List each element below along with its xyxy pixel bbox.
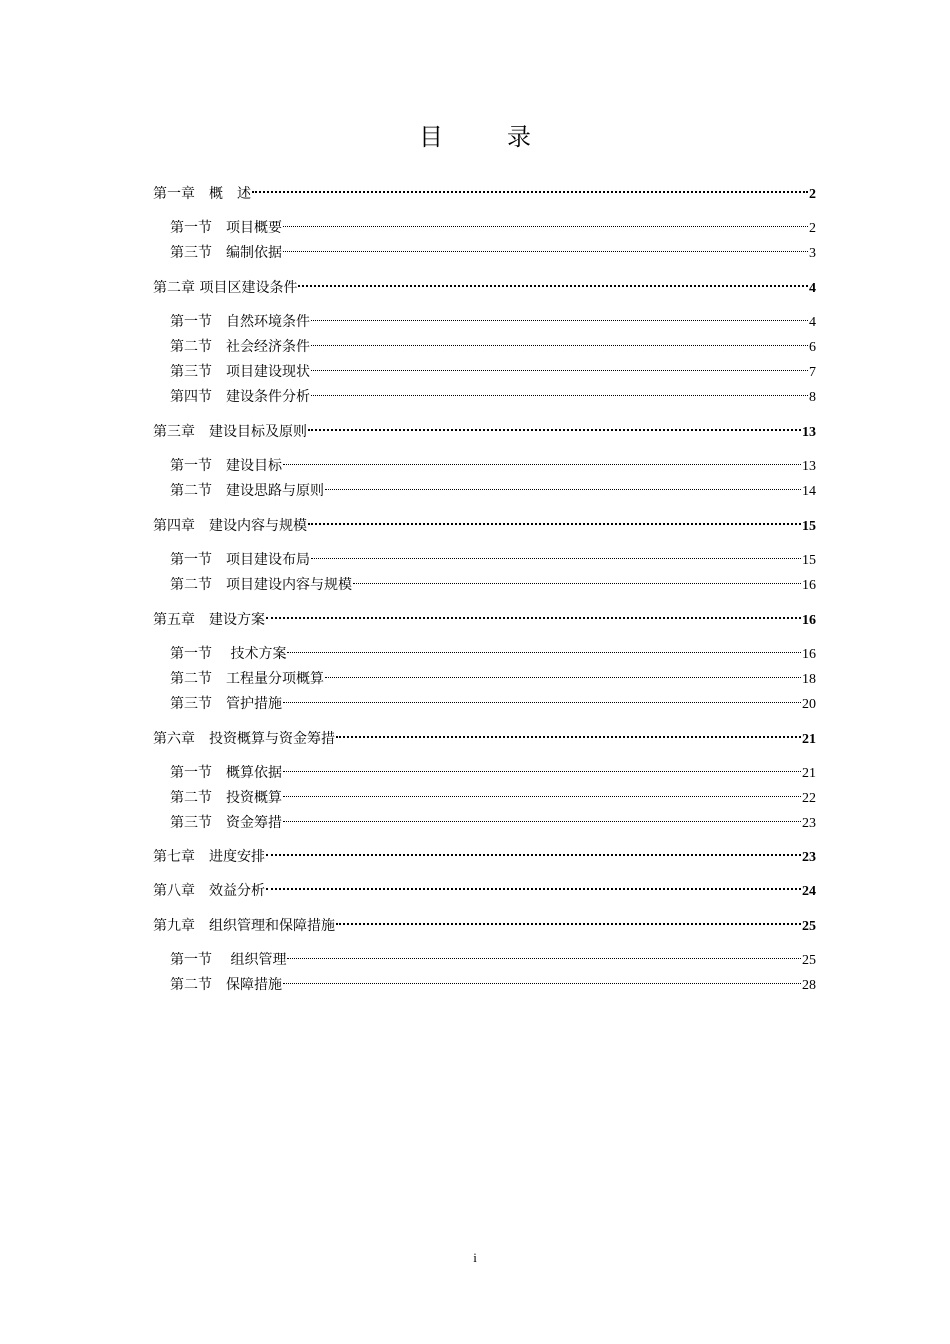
toc-page-number: 21 <box>802 732 816 747</box>
toc-dot-leader <box>287 944 801 964</box>
toc-page-number: 13 <box>802 459 816 474</box>
toc-entry-section[interactable] <box>170 663 816 687</box>
page-title-char-1: 目 <box>419 123 443 151</box>
toc-entry-section[interactable] <box>170 569 816 593</box>
toc-entry-label: 第三章 建设目标及原则 <box>153 424 307 440</box>
toc-dot-leader <box>283 212 808 232</box>
toc-dot-leader <box>353 569 801 589</box>
toc-entry-label: 第二节 项目建设内容与规模 <box>170 577 352 593</box>
toc-dot-leader <box>283 782 801 802</box>
toc-entry-chapter[interactable] <box>153 910 816 934</box>
page-footer-number: i <box>473 1250 477 1265</box>
toc-entry-chapter[interactable] <box>153 178 816 202</box>
toc-dot-leader <box>266 875 801 895</box>
toc-entry-label: 第八章 效益分析 <box>153 883 265 899</box>
toc-page-number: 15 <box>802 553 816 568</box>
toc-entry-section[interactable] <box>170 544 816 568</box>
toc-entry-label: 第一节 组织管理 <box>170 952 287 968</box>
toc-dot-leader <box>283 688 801 708</box>
toc-entry-section[interactable] <box>170 356 816 380</box>
toc-entry-section[interactable] <box>170 638 816 662</box>
toc-page-number: 20 <box>802 697 816 712</box>
toc-entry-label: 第二章 项目区建设条件 <box>153 280 298 296</box>
toc-page-number: 2 <box>809 187 816 202</box>
toc-dot-leader <box>336 910 801 930</box>
toc-entry-label: 第一节 项目建设布局 <box>170 552 310 568</box>
toc-dot-leader <box>311 331 808 351</box>
toc-entry-chapter[interactable] <box>153 604 816 628</box>
toc-dot-leader <box>336 723 801 743</box>
toc-dot-leader <box>266 841 801 861</box>
toc-page-number: 25 <box>802 919 816 934</box>
toc-entry-section[interactable] <box>170 757 816 781</box>
toc-entry-section[interactable] <box>170 688 816 712</box>
toc-page-number: 16 <box>802 613 816 628</box>
toc-page-number: 23 <box>802 816 816 831</box>
toc-page-number: 16 <box>802 647 816 662</box>
toc-entry-section[interactable] <box>170 807 816 831</box>
toc-entry-section[interactable] <box>170 969 816 993</box>
toc-entry-label: 第一节 自然环境条件 <box>170 314 310 330</box>
toc-dot-leader <box>283 450 801 470</box>
toc-page-number: 13 <box>802 425 816 440</box>
toc-dot-leader <box>308 416 801 436</box>
toc-dot-leader <box>287 638 801 658</box>
toc-dot-leader <box>308 510 801 530</box>
toc-page-number: 24 <box>802 884 816 899</box>
toc-dot-leader <box>283 969 801 989</box>
toc-page-number: 18 <box>802 672 816 687</box>
page-title-char-2: 录 <box>507 123 531 151</box>
toc-entry-label: 第二节 建设思路与原则 <box>170 483 324 499</box>
toc-entry-section[interactable] <box>170 944 816 968</box>
toc-dot-leader <box>311 544 801 564</box>
toc-entry-section[interactable] <box>170 237 816 261</box>
toc-entry-label: 第二节 投资概算 <box>170 790 282 806</box>
toc-entry-label: 第三节 项目建设现状 <box>170 364 310 380</box>
toc-dot-leader <box>311 356 808 376</box>
toc-entry-chapter[interactable] <box>153 510 816 534</box>
toc-entry-section[interactable] <box>170 450 816 474</box>
toc-dot-leader <box>283 757 801 777</box>
toc-page-number: 22 <box>802 791 816 806</box>
toc-page-number: 8 <box>809 390 816 405</box>
toc-dot-leader <box>311 306 808 326</box>
toc-page-number: 3 <box>809 246 816 261</box>
toc-entry-label: 第一章 概 述 <box>153 186 251 202</box>
toc-page-number: 4 <box>809 281 816 296</box>
toc-entry-chapter[interactable] <box>153 723 816 747</box>
toc-dot-leader <box>325 663 801 683</box>
toc-page-number: 4 <box>809 315 816 330</box>
toc-dot-leader <box>311 381 808 401</box>
toc-page-number: 28 <box>802 978 816 993</box>
toc-entry-label: 第四节 建设条件分析 <box>170 389 310 405</box>
toc-entry-label: 第七章 进度安排 <box>153 849 265 865</box>
toc-dot-leader <box>252 178 808 198</box>
toc-entry-section[interactable] <box>170 212 816 236</box>
toc-dot-leader <box>298 272 808 292</box>
toc-entry-label: 第九章 组织管理和保障措施 <box>153 918 335 934</box>
toc-page-number: 6 <box>809 340 816 355</box>
toc-entry-label: 第二节 社会经济条件 <box>170 339 310 355</box>
toc-page-number: 21 <box>802 766 816 781</box>
toc-entry-label: 第二节 保障措施 <box>170 977 282 993</box>
toc-entry-label: 第六章 投资概算与资金筹措 <box>153 731 335 747</box>
toc-dot-leader <box>283 237 808 257</box>
toc-entry-label: 第二节 工程量分项概算 <box>170 671 324 687</box>
toc-entry-label: 第三节 资金筹措 <box>170 815 282 831</box>
toc-entry-section[interactable] <box>170 331 816 355</box>
toc-dot-leader <box>325 475 801 495</box>
toc-entry-chapter[interactable] <box>153 416 816 440</box>
toc-page-number: 14 <box>802 484 816 499</box>
toc-dot-leader <box>283 807 801 827</box>
toc-entry-chapter[interactable] <box>153 875 816 899</box>
toc-entry-chapter[interactable] <box>153 841 816 865</box>
toc-entry-label: 第一节 建设目标 <box>170 458 282 474</box>
toc-entry-label: 第四章 建设内容与规模 <box>153 518 307 534</box>
toc-entry-section[interactable] <box>170 306 816 330</box>
toc-page-number: 2 <box>809 221 816 236</box>
toc-entry-label: 第一节 技术方案 <box>170 646 287 662</box>
toc-entry-label: 第五章 建设方案 <box>153 612 265 628</box>
toc-entry-label: 第三节 管护措施 <box>170 696 282 712</box>
toc-entry-label: 第三节 编制依据 <box>170 245 282 261</box>
toc-page-number: 23 <box>802 850 816 865</box>
toc-entry-section[interactable] <box>170 381 816 405</box>
toc-entry-chapter[interactable] <box>153 272 816 296</box>
toc-page-number: 25 <box>802 953 816 968</box>
toc-entry-section[interactable] <box>170 475 816 499</box>
toc-page-number: 7 <box>809 365 816 380</box>
toc-entry-label: 第一节 项目概要 <box>170 220 282 236</box>
toc-entry-section[interactable] <box>170 782 816 806</box>
toc-dot-leader <box>266 604 801 624</box>
toc-page-number: 15 <box>802 519 816 534</box>
toc-entry-label: 第一节 概算依据 <box>170 765 282 781</box>
toc-page-number: 16 <box>802 578 816 593</box>
